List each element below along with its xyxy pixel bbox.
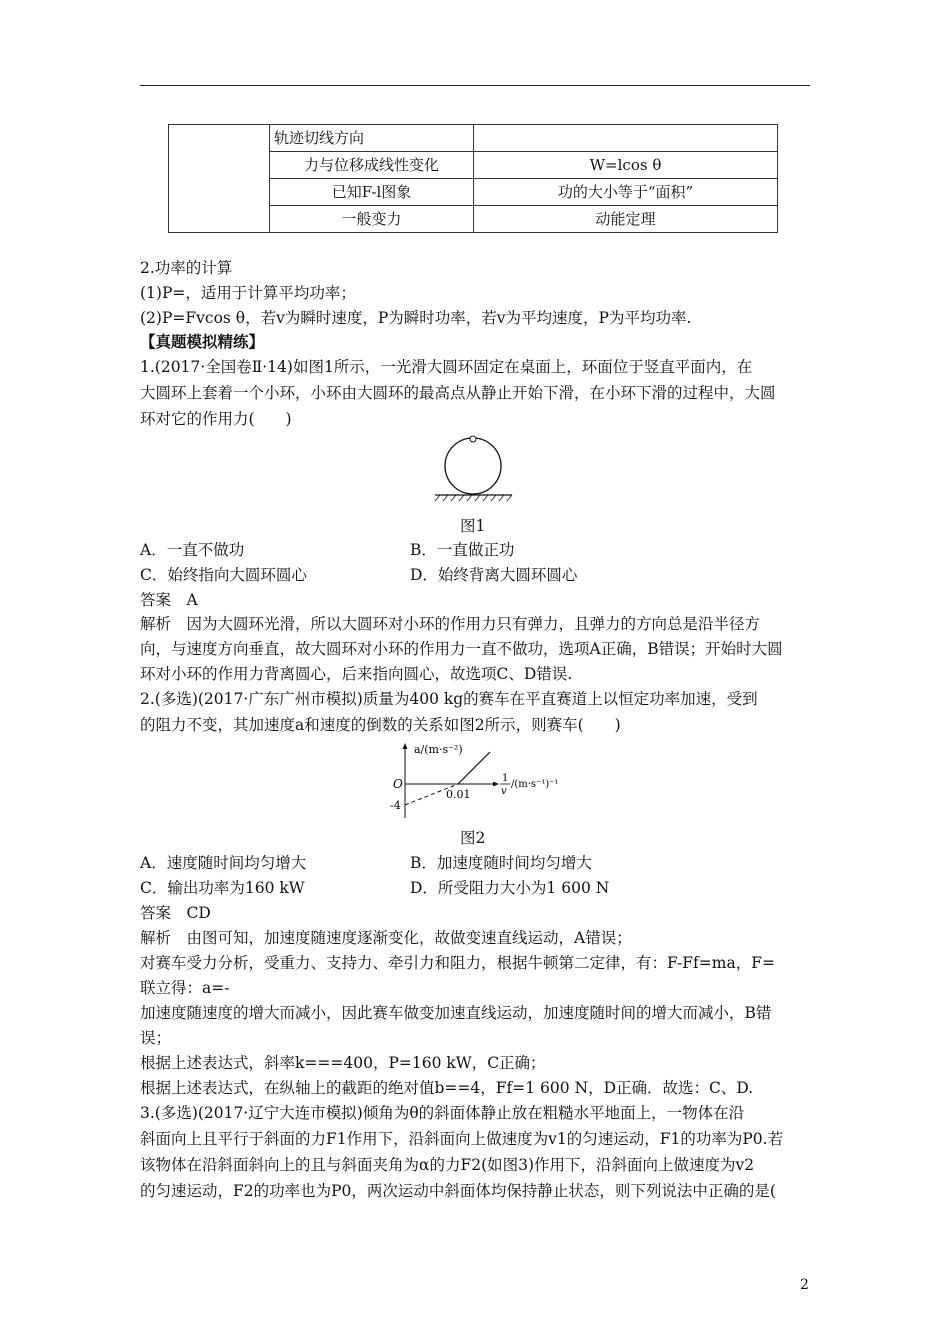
question-text: 3.(多选)(2017·辽宁大连市模拟)倾角为θ的斜面体静止放在粗糙水平地面上，一物体在沿: [140, 1104, 745, 1122]
figure-2-graph: [360, 738, 570, 822]
figure-1-ring: [430, 434, 520, 512]
page-number: 2: [800, 1277, 809, 1293]
hatching: [435, 495, 512, 501]
analysis-text: 解析 由图可知，加速度随速度逐渐变化，故做变速直线运动，A错误；: [140, 929, 632, 947]
answer: 答案 CD: [140, 904, 211, 922]
option-a: A．一直不做功: [140, 541, 245, 559]
question-text: 的匀速运动，F2的功率也为P0，两次运动中斜面体均保持静止状态，则下列说法中正确的是(: [140, 1182, 776, 1200]
text-line: (2)P=Fvcos θ，若v为瞬时速度，P为瞬时功率，若v为平均速度，P为平均功率.: [140, 309, 692, 327]
analysis-text: 向，与速度方向垂直，故大圆环对小环的作用力一直不做功，选项A正确，B错误；开始时大圆: [140, 640, 783, 658]
x-label-numerator: 1: [502, 773, 509, 784]
option-d: D．始终背离大圆环圆心: [410, 566, 578, 584]
analysis-text: 根据上述表达式，斜率k===400，P=160 kW，C正确；: [140, 1054, 546, 1072]
figure-caption: 图1: [460, 517, 486, 535]
figure-caption: 图2: [460, 829, 486, 847]
option-a: A．速度随时间均匀增大: [140, 854, 307, 872]
x-label-denominator: v: [501, 786, 507, 797]
y-intercept-label: -4: [390, 799, 401, 812]
analysis-text: 环对小环的作用力背离圆心，后来指向圆心，故选项C、D错误.: [140, 665, 573, 683]
analysis-text: 加速度随速度的增大而减小，因此赛车做变加速直线运动，加速度随时间的增大而减小，B错: [140, 1004, 772, 1022]
header-rule: [140, 85, 810, 86]
table-cell-empty: [169, 125, 270, 233]
x-axis-arrow: [493, 782, 499, 787]
table-cell: 轨迹切线方向: [270, 125, 474, 152]
section-title: 2.功率的计算: [140, 259, 233, 277]
question-text: 2.(多选)(2017·广东广州市模拟)质量为400 kg的赛车在平直赛道上以恒定功率加速，受到: [140, 690, 758, 708]
analysis-text: 对赛车受力分析，受重力、支持力、牵引力和阻力，根据牛顿第二定律，有：F-Ff=ma，F=: [140, 954, 775, 972]
option-c: C．输出功率为160 kW: [140, 879, 305, 897]
data-line: [458, 752, 490, 784]
table-cell: 已知F-l图象: [270, 179, 474, 206]
question-text: 大圆环上套着一个小环，小环由大圆环的最高点从静止开始下滑，在小环下滑的过程中，大圆: [140, 384, 776, 402]
question-text: 斜面向上且平行于斜面的力F1作用下，沿斜面向上做速度为v1的匀速运动，F1的功率为P0.若: [140, 1130, 784, 1148]
analysis-text: 解析 因为大圆环光滑，所以大圆环对小环的作用力只有弹力，且弹力的方向总是沿半径方: [140, 615, 761, 633]
table-cell: 动能定理: [474, 206, 778, 233]
option-c: C．始终指向大圆环圆心: [140, 566, 307, 584]
table-row: [169, 125, 778, 152]
option-b: B．一直做正功: [410, 541, 515, 559]
y-axis-label: a/(m·s⁻²): [414, 743, 463, 756]
question-text: 环对它的作用力( ): [140, 410, 292, 428]
option-d: D．所受阻力大小为1 600 N: [410, 879, 610, 897]
analysis-text: 联立得：a=-: [140, 979, 230, 997]
table-cell: 功的大小等于“面积”: [474, 179, 778, 206]
table-cell: 一般变力: [270, 206, 474, 233]
origin-label: O: [393, 777, 403, 791]
table-cell: W=lcos θ: [474, 152, 778, 179]
text-line: (1)P=，适用于计算平均功率；: [140, 284, 356, 302]
question-text: 的阻力不变，其加速度a和速度的倒数的关系如图2所示，则赛车( ): [140, 716, 621, 734]
table-cell: 力与位移成线性变化: [270, 152, 474, 179]
x-tick-label: 0.01: [446, 788, 471, 801]
option-b: B．加速度随时间均匀增大: [410, 854, 592, 872]
x-label-unit: /(m·s⁻¹)⁻¹: [511, 779, 559, 790]
work-method-table: [168, 124, 778, 233]
answer: 答案 A: [140, 591, 198, 609]
analysis-text: 根据上述表达式，在纵轴上的截距的绝对值b==4，Ff=1 600 N，D正确．故选：C、D.: [140, 1079, 754, 1097]
y-axis-arrow: [403, 743, 408, 749]
section-heading: 【真题模拟精练】: [140, 332, 265, 351]
analysis-text: 误；: [140, 1029, 172, 1047]
table-cell: [474, 125, 778, 152]
small-ring: [470, 436, 476, 442]
big-ring: [445, 438, 501, 494]
question-text: 1.(2017·全国卷Ⅱ·14)如图1所示，一光滑大圆环固定在桌面上，环面位于竖直平面内，在: [140, 358, 753, 376]
question-text: 该物体在沿斜面斜向上的且与斜面夹角为α的力F2(如图3)作用下，沿斜面向上做速度为v2: [140, 1156, 755, 1174]
